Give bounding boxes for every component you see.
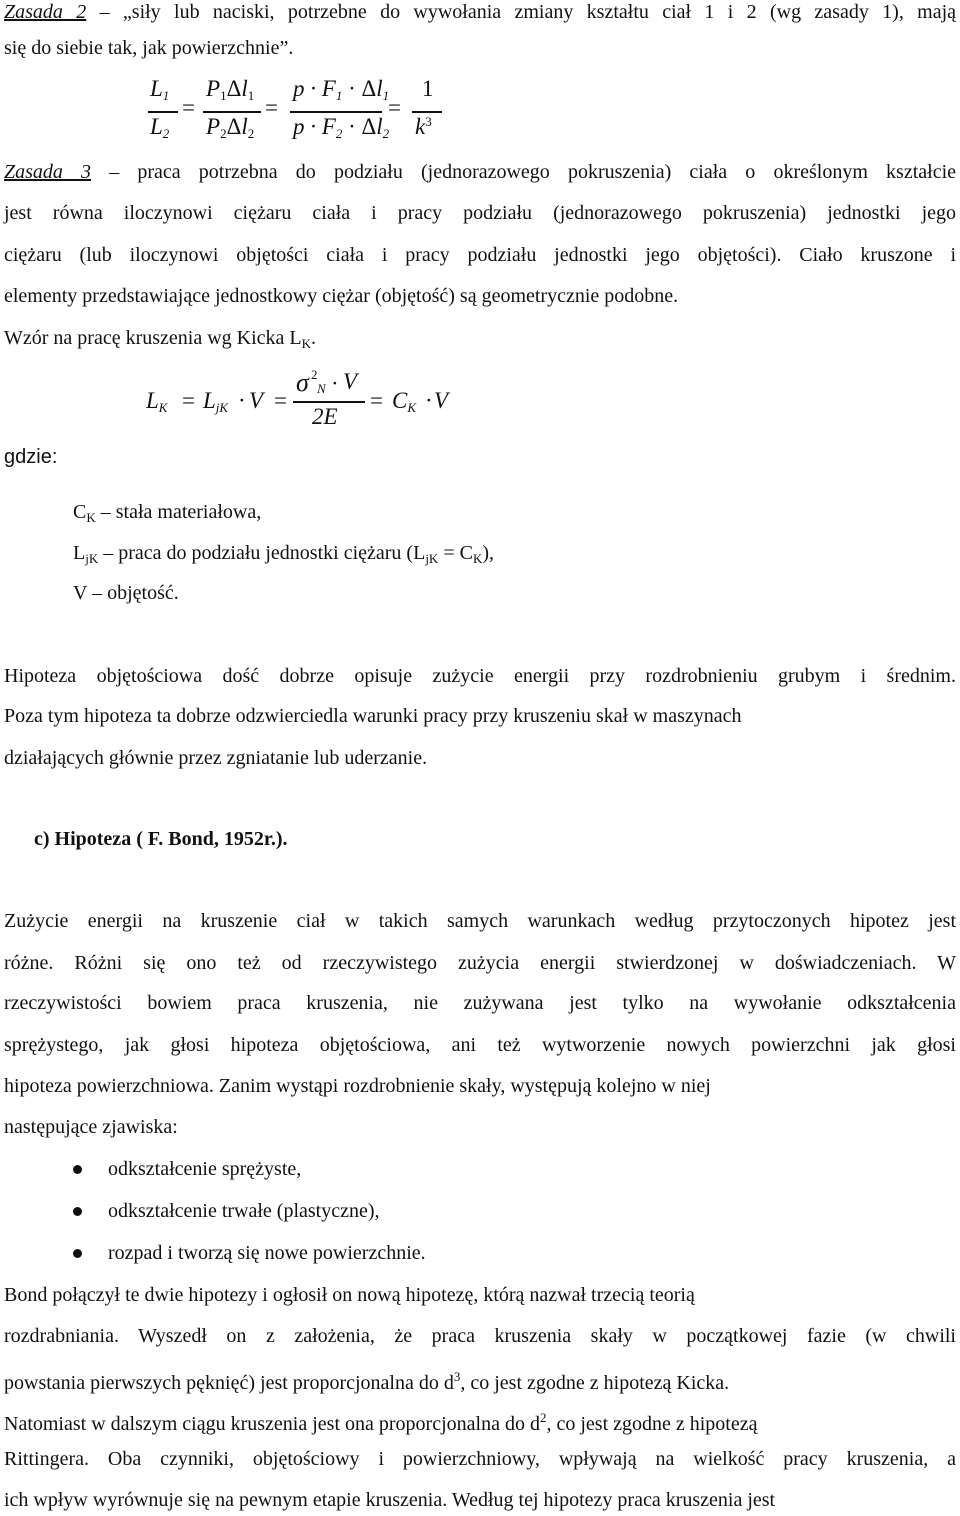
- bond-line-5: hipoteza powierzchniowa. Zanim wystąpi rozdrobnienie skały, występują kolejno w niej: [4, 1075, 711, 1097]
- bond-line-3: rzeczywistości bowiem praca kruszenia, nie zużywana jest tylko na wywołanie odkształcenia: [4, 992, 956, 1014]
- final-line-4: Natomiast w dalszym ciągu kruszenia jest ona proporcjonalna do $d^2$, co jest zgodne z hipotezą: [4, 1410, 758, 1435]
- volume-line-2: Poza tym hipoteza ta dobrze odzwierciedla warunki pracy przy kruszeniu skał w maszynach: [4, 705, 742, 727]
- bond-line-4: sprężystego, jak głosi hipoteza objętościowa, ani też wytworzenie nowych powierzchni jak głosi: [4, 1034, 956, 1056]
- final-line-6: ich wpływ wyrównuje się na pewnym etapie kruszenia. Według tej hipotezy praca kruszenia jest: [4, 1489, 776, 1511]
- bullet-marker: [73, 1165, 82, 1174]
- definition-ljk: $L_{jK}$ – praca do podziału jednostki ciężaru $(L_{jK} = C_K)$,: [73, 542, 494, 566]
- volume-line-1: Hipoteza objętościowa dość dobrze opisuje zużycie energii przy rozdrobnieniu grubym i średnim.: [4, 665, 956, 687]
- section-heading: c) Hipoteza ( F. Bond, 1952r.).: [34, 828, 288, 850]
- bond-line-1: Zużycie energii na kruszenie ciał w takich samych warunkach według przytoczonych hipotez jest: [4, 910, 956, 932]
- definition-ck: $C_K$ – stała materiałowa,: [73, 501, 262, 525]
- bond-line-6: następujące zjawiska:: [4, 1116, 178, 1138]
- where-label: gdzie:: [4, 446, 58, 468]
- definition-v: V – objętość.: [73, 582, 179, 604]
- volume-line-3: działających głównie przez zgniatanie lub uderzanie.: [4, 747, 428, 769]
- rule3-line-5: Wzór na pracę kruszenia wg Kicka $L_K$.: [4, 327, 317, 351]
- final-line-1: Bond połączył te dwie hipotezy i ogłosił on nową hipotezę, którą nazwał trzecią teorią: [4, 1284, 695, 1306]
- final-line-5: Rittingera. Oba czynniki, objętościowy i powierzchniowy, wpływają na wielkość pracy kruszenia, a: [4, 1448, 956, 1470]
- rule2-line-1: Zasada 2 – „siły lub naciski, potrzebne do wywołania zmiany kształtu ciał 1 i 2 (wg zasady 1), mają: [4, 1, 957, 23]
- list-item: odkształcenie trwałe (plastyczne),: [108, 1200, 380, 1222]
- rule3-line-2: jest równa iloczynowi ciężaru ciała i pracy podziału (jednorazowego pokruszenia) jednostki jego: [4, 202, 956, 224]
- rule2-line-2: się do siebie tak, jak powierzchnie”.: [4, 37, 294, 59]
- bullet-marker: [73, 1207, 82, 1216]
- list-item: odkształcenie sprężyste,: [108, 1158, 302, 1180]
- rule3-line-4: elementy przedstawiające jednostkowy ciężar (objętość) są geometrycznie podobne.: [4, 285, 679, 307]
- final-line-3: powstania pierwszych pęknięć) jest proporcjonalna do $d^3$, co jest zgodne z hipotezą Kicka.: [4, 1369, 730, 1394]
- bond-line-2: różne. Różni się ono też od rzeczywistego zużycia energii stwierdzonej w doświadczeniach. W: [4, 952, 956, 974]
- rule3-line-1: Zasada 3 – praca potrzebna do podziału (jednorazowego pokruszenia) ciała o określonym kształcie: [4, 161, 957, 183]
- final-line-2: rozdrabniania. Wyszedł on z założenia, że praca kruszenia skały w początkowej fazie (w chwili: [4, 1325, 956, 1347]
- bullet-marker: [73, 1249, 82, 1258]
- list-item: rozpad i tworzą się nowe powierzchnie.: [108, 1242, 426, 1264]
- rule2-label: Zasada 2: [4, 1, 87, 23]
- rule3-label: Zasada 3: [4, 161, 92, 183]
- rule3-line-3: ciężaru (lub iloczynowi objętości ciała i pracy podziału jednostki jego objętości). Ciało kruszone i: [4, 244, 956, 266]
